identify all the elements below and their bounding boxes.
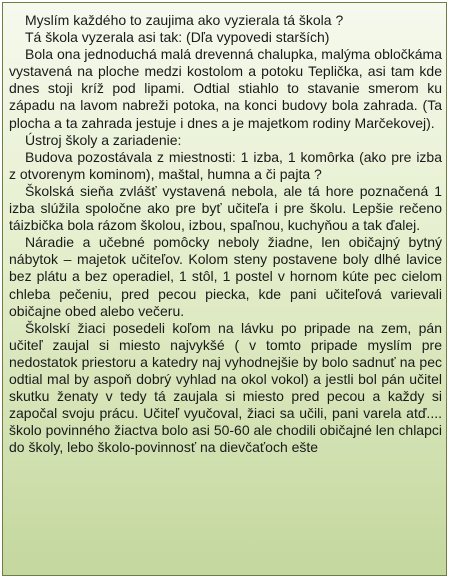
paragraph-rooms: Budova pozostávala z miestnosti: 1 izba, 1 komôrka (ako pre izba z otvorenym kominom), maštal, humna a či pajta ?: [9, 148, 442, 182]
text-box: [2, 2, 447, 576]
paragraph-building-description: Bola ona jednoduchá malá drevenná chalupka, malýma obločkáma vystavená na ploche medzi kostolom a potoku Teplička, asi tam kde dnes stoji kríž pod lipami. Odtial stiahlo to stavanie smerom ku západu na lavom nabreži potoka, na konci budovy bola zahrada. (Ta plocha a ta zahrada jestuje i dnes a je majetkom rodiny Marčekovej).: [9, 46, 442, 131]
paragraph-furniture: Náradie a učebné pomôcky neboly žiadne, len običajný bytný nábytok – majetok učiteľov. Kolom steny postavene boly dlhé lavice bez plátu a bez operadiel, 1 stôl, 1 postel v hornom kúte pec cielom chleba pečeniu, pred pecou piecka, kde pani učiteľová varievali običajne obed alebo večeru.: [9, 234, 442, 319]
document-text: [9, 12, 442, 456]
paragraph-section-heading: Ústroj školy a zariadenie:: [25, 131, 182, 148]
paragraph-intro-question: Myslím každého to zaujima ako vyzierala tá škola ?: [25, 12, 344, 28]
paragraph-intro-answer: Tá škola vyzerala asi tak: (Dľa vypovedi starších): [25, 29, 330, 46]
paragraph-school-room: Školská sieňa zvlášť vystavená nebola, ale tá hore poznačená 1 izba slúžila spoločne ako pre byť učiteľa i pre školu. Lepšie rečeno táizbička bola rázom školou, izbou, spaľnou, kuchyňou a tak ďalej.: [9, 182, 442, 234]
paragraph-pupils: Školskí žiaci posedeli koľom na lávku po pripade na zem, pán učiteľ zaujal si miesto najvykšé ( v tomto pripade myslím pre nedostatok priestoru a katedry naj vyhodnejšie by bolo sadnuť na pec odtial mal by aspoň dobrý vyhlad na okol vokol) a jestli bol pán učitel skutku ženaty v tedy tá zaujala si miesto pred pecou a každy si započal svoju prácu. Učiteľ vyučoval, žiaci sa učili, pani varela atď.... školo povinného žiactva bolo asi 50-60 ale chodili običajné len chlapci do školy, lebo školo-povinnosť na dievčaťoch ešte: [9, 319, 442, 456]
